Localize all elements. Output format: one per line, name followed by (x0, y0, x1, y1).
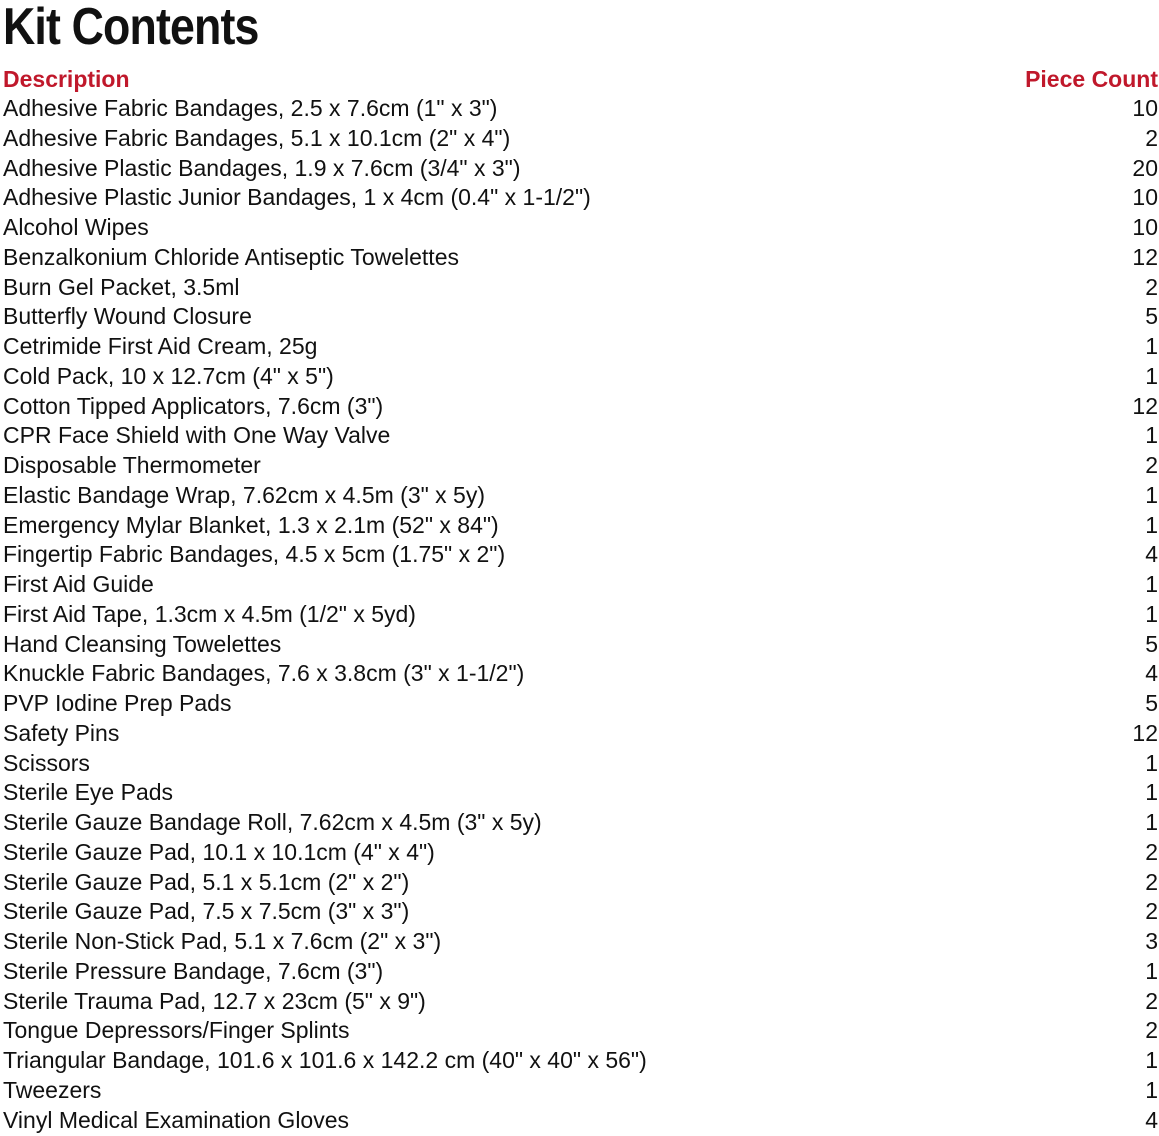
item-piece-count: 1 (1145, 779, 1158, 806)
table-row (3, 183, 1158, 213)
item-piece-count: 3 (1145, 928, 1158, 954)
table-row (3, 1016, 1158, 1046)
item-piece-count: 1 (1145, 571, 1158, 597)
table-row (3, 362, 1158, 392)
table-row (3, 868, 1158, 898)
item-description: Sterile Eye Pads (3, 779, 174, 806)
item-piece-count: 2 (1145, 838, 1158, 865)
item-piece-count: 5 (1145, 303, 1158, 330)
item-description: Adhesive Fabric Bandages, 5.1 x 10.1cm (2" x 4") (3, 124, 511, 151)
table-row (3, 600, 1158, 630)
table-row (3, 392, 1158, 422)
item-piece-count: 2 (1145, 1017, 1158, 1044)
table-row (3, 927, 1158, 957)
item-piece-count: 10 (1132, 95, 1158, 121)
item-description: Elastic Bandage Wrap, 7.62cm x 4.5m (3" x 5y) (3, 481, 486, 508)
table-row (3, 154, 1158, 184)
table-row (3, 332, 1158, 362)
table-row (3, 630, 1158, 660)
item-piece-count: 1 (1145, 809, 1158, 835)
table-row (3, 1076, 1158, 1106)
item-description: Emergency Mylar Blanket, 1.3 x 2.1m (52" x 84") (3, 511, 499, 538)
item-description: Fingertip Fabric Bandages, 4.5 x 5cm (1.75" x 2") (3, 541, 506, 568)
item-description: Hand Cleansing Towelettes (3, 630, 282, 657)
description-column-header: Description (3, 66, 130, 92)
item-piece-count: 5 (1145, 630, 1158, 657)
table-row (3, 838, 1158, 868)
item-piece-count: 2 (1145, 898, 1158, 925)
table-row (3, 511, 1158, 541)
table-row (3, 749, 1158, 779)
kit-contents-table (3, 64, 1158, 1135)
item-description: Sterile Non-Stick Pad, 5.1 x 7.6cm (2" x 3") (3, 928, 442, 954)
item-description: CPR Face Shield with One Way Valve (3, 422, 391, 449)
table-row (3, 897, 1158, 927)
item-piece-count: 2 (1145, 987, 1158, 1014)
item-description: Sterile Gauze Pad, 7.5 x 7.5cm (3" x 3") (3, 898, 410, 925)
item-description: Tweezers (3, 1076, 102, 1103)
table-header (3, 64, 1158, 94)
item-description: Sterile Gauze Pad, 5.1 x 5.1cm (2" x 2") (3, 868, 410, 895)
item-piece-count: 1 (1145, 333, 1158, 359)
item-description: Adhesive Plastic Junior Bandages, 1 x 4cm (0.4" x 1-1/2") (3, 184, 591, 211)
item-description: Sterile Gauze Pad, 10.1 x 10.1cm (4" x 4") (3, 838, 435, 865)
item-description: First Aid Tape, 1.3cm x 4.5m (1/2" x 5yd) (3, 600, 416, 627)
item-description: Alcohol Wipes (3, 214, 149, 240)
item-description: Cetrimide First Aid Cream, 25g (3, 333, 318, 359)
item-piece-count: 1 (1145, 957, 1158, 984)
item-piece-count: 2 (1145, 452, 1158, 478)
item-description: First Aid Guide (3, 571, 154, 597)
item-description: Vinyl Medical Examination Gloves (3, 1106, 350, 1133)
item-piece-count: 1 (1145, 511, 1158, 538)
table-row (3, 659, 1158, 689)
item-description: Cotton Tipped Applicators, 7.6cm (3") (3, 392, 384, 419)
page-title: Kit Contents (3, 0, 259, 56)
table-row (3, 243, 1158, 273)
item-piece-count: 2 (1145, 124, 1158, 151)
table-row (3, 481, 1158, 511)
table-row (3, 94, 1158, 124)
item-piece-count: 2 (1145, 868, 1158, 895)
item-piece-count: 12 (1132, 392, 1158, 419)
item-piece-count: 10 (1132, 184, 1158, 211)
table-row (3, 570, 1158, 600)
table-row (3, 451, 1158, 481)
table-row (3, 1046, 1158, 1076)
item-description: Sterile Pressure Bandage, 7.6cm (3") (3, 957, 384, 984)
item-description: Sterile Trauma Pad, 12.7 x 23cm (5" x 9") (3, 987, 426, 1014)
item-description: Tongue Depressors/Finger Splints (3, 1017, 350, 1044)
item-piece-count: 12 (1132, 243, 1158, 270)
table-row (3, 540, 1158, 570)
item-piece-count: 20 (1132, 154, 1158, 181)
item-piece-count: 1 (1145, 1047, 1158, 1073)
table-row (3, 689, 1158, 719)
item-piece-count: 5 (1145, 690, 1158, 716)
item-description: Benzalkonium Chloride Antiseptic Towelettes (3, 243, 459, 270)
table-row (3, 957, 1158, 987)
table-row (3, 273, 1158, 303)
item-description: Burn Gel Packet, 3.5ml (3, 273, 240, 300)
item-piece-count: 1 (1145, 749, 1158, 776)
item-description: Disposable Thermometer (3, 452, 261, 478)
item-piece-count: 4 (1145, 1106, 1158, 1133)
table-row (3, 987, 1158, 1017)
item-piece-count: 2 (1145, 273, 1158, 300)
item-description: Scissors (3, 749, 90, 776)
table-row (3, 421, 1158, 451)
table-row (3, 1106, 1158, 1136)
item-description: Adhesive Plastic Bandages, 1.9 x 7.6cm (3/4" x 3") (3, 154, 521, 181)
item-description: Safety Pins (3, 719, 120, 746)
item-piece-count: 1 (1145, 481, 1158, 508)
item-description: Butterfly Wound Closure (3, 303, 252, 330)
table-body (3, 94, 1158, 1135)
item-piece-count: 10 (1132, 214, 1158, 240)
item-description: Cold Pack, 10 x 12.7cm (4" x 5") (3, 362, 334, 389)
item-piece-count: 4 (1145, 541, 1158, 568)
table-row (3, 213, 1158, 243)
item-description: Triangular Bandage, 101.6 x 101.6 x 142.2 cm (40" x 40" x 56") (3, 1047, 647, 1073)
table-row (3, 808, 1158, 838)
item-description: Knuckle Fabric Bandages, 7.6 x 3.8cm (3" x 1-1/2") (3, 660, 525, 687)
table-row (3, 302, 1158, 332)
table-row (3, 778, 1158, 808)
item-piece-count: 1 (1145, 1076, 1158, 1103)
item-piece-count: 4 (1145, 660, 1158, 687)
table-row (3, 124, 1158, 154)
table-row (3, 719, 1158, 749)
item-description: Adhesive Fabric Bandages, 2.5 x 7.6cm (1" x 3") (3, 95, 498, 121)
item-piece-count: 1 (1145, 362, 1158, 389)
item-piece-count: 1 (1145, 422, 1158, 449)
item-description: PVP Iodine Prep Pads (3, 690, 232, 716)
item-description: Sterile Gauze Bandage Roll, 7.62cm x 4.5m (3" x 5y) (3, 809, 542, 835)
item-piece-count: 1 (1145, 600, 1158, 627)
piece-count-column-header: Piece Count (1025, 66, 1158, 92)
item-piece-count: 12 (1132, 719, 1158, 746)
